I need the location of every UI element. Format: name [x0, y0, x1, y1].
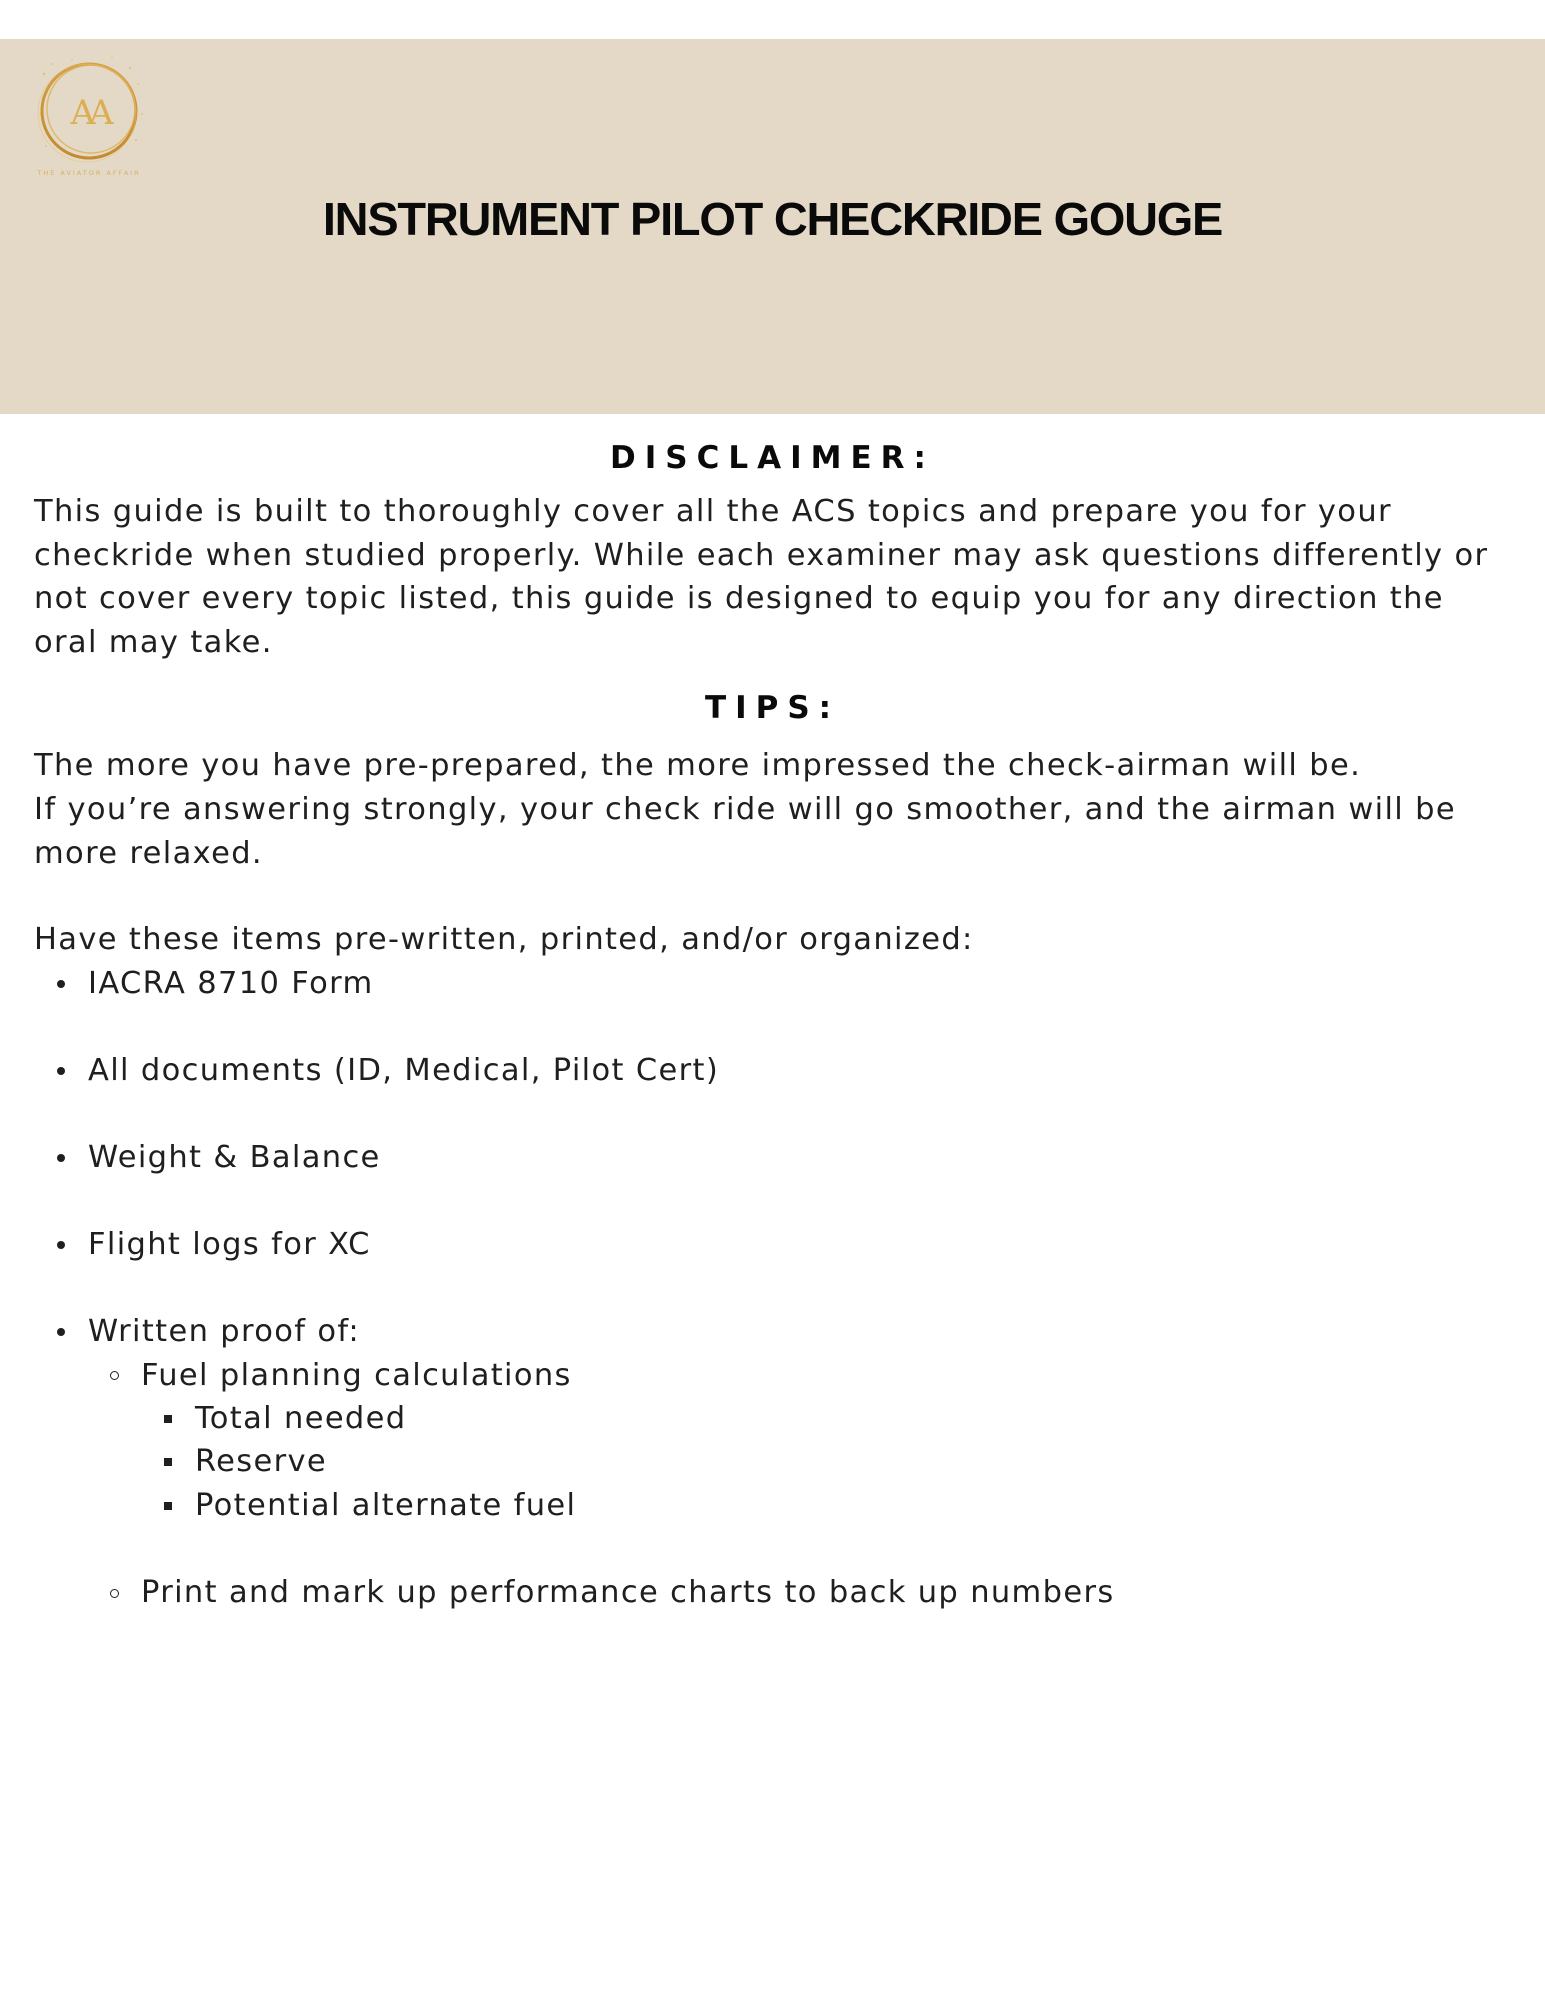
list-item: Reserve [195, 1444, 328, 1479]
bullet-disc-icon [57, 1241, 65, 1249]
list-item: Print and mark up performance charts to back up numbers [141, 1575, 1115, 1610]
bullet-square-icon [164, 1415, 172, 1423]
gold-circle-monogram-logo-icon [32, 54, 150, 184]
bullet-disc-icon [57, 1067, 65, 1075]
logo-caption: THE AVIATOR AFFAIR [37, 169, 141, 177]
list-item: Fuel planning calculations [141, 1358, 572, 1393]
bullet-disc-icon [57, 980, 65, 988]
list-item: Total needed [195, 1401, 407, 1436]
bullet-square-icon [164, 1502, 172, 1510]
items-intro: Have these items pre-written, printed, and/or organized: [34, 922, 974, 957]
bullet-circle-icon [110, 1589, 119, 1598]
list-item: Written proof of: [88, 1314, 361, 1349]
list-item: All documents (ID, Medical, Pilot Cert) [88, 1053, 720, 1088]
bullet-circle-icon [110, 1371, 119, 1380]
bullet-square-icon [164, 1458, 172, 1466]
brand-logo [32, 54, 150, 184]
list-item: Potential alternate fuel [195, 1488, 577, 1523]
disclaimer-text: This guide is built to thoroughly cover all the ACS topics and prepare you for your checkride when studied properly. While each examiner may ask questions differently or not cover every topic listed, this guide is designed to equip you for any direction the oral may take. [34, 494, 1489, 660]
disclaimer-heading: DISCLAIMER: [610, 440, 935, 476]
list-item: Flight logs for XC [88, 1227, 371, 1262]
tips-line-2: If you’re answering strongly, your check ride will go smoother, and the airman will be more relaxed. [34, 792, 1456, 871]
tips-line-1: The more you have pre-prepared, the more impressed the check-airman will be. [34, 748, 1362, 783]
page-title: INSTRUMENT PILOT CHECKRIDE GOUGE [322, 193, 1223, 245]
bullet-disc-icon [57, 1154, 65, 1162]
bullet-disc-icon [57, 1328, 65, 1336]
list-item: Weight & Balance [88, 1140, 381, 1175]
tips-heading: TIPS: [704, 690, 841, 726]
logo-monogram: AA [70, 93, 108, 133]
list-item: IACRA 8710 Form [88, 966, 374, 1001]
